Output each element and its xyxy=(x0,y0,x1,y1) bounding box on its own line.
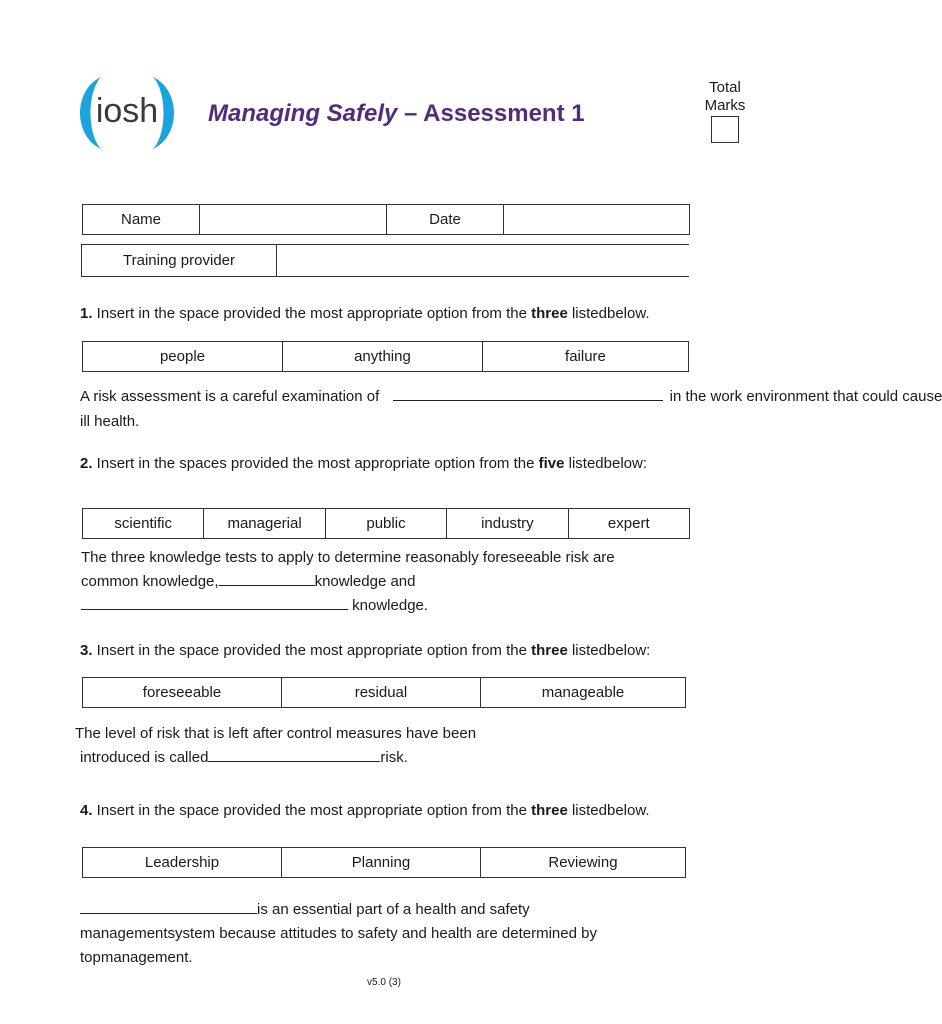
date-field[interactable] xyxy=(504,205,690,235)
option-cell: scientific xyxy=(83,509,204,539)
question-2-line2-end: knowledge and xyxy=(314,573,416,590)
iosh-logo xyxy=(79,72,175,154)
question-4-options xyxy=(82,847,686,878)
question-3-number: 3. xyxy=(80,642,93,659)
question-4-bold: three xyxy=(531,802,568,819)
question-2-line3-end: knowledge. xyxy=(348,597,429,614)
question-1-instruction xyxy=(80,305,650,322)
question-3-line2-start: introduced is called xyxy=(80,749,209,766)
question-2-instruction xyxy=(80,455,647,472)
training-provider-field[interactable] xyxy=(277,245,690,277)
date-label: Date xyxy=(387,205,504,235)
question-1-text: Insert in the space provided the most appropriate option from the xyxy=(92,305,532,322)
option-cell: foreseeable xyxy=(83,678,282,708)
question-2-options xyxy=(82,508,690,539)
question-4-line1 xyxy=(80,898,530,922)
option-cell: managerial xyxy=(204,509,325,539)
total-marks-box[interactable] xyxy=(711,116,739,143)
question-4-answer-blank[interactable] xyxy=(80,912,257,914)
question-2-text: Insert in the spaces provided the most appropriate option from the xyxy=(92,455,539,472)
question-2-bold: five xyxy=(538,455,565,472)
option-cell: manageable xyxy=(480,678,685,708)
question-1-sentence-start: A risk assessment is a careful examination of xyxy=(80,388,380,405)
question-3-options xyxy=(82,677,686,708)
option-cell: public xyxy=(325,509,446,539)
option-cell: people xyxy=(83,342,283,372)
iosh-logo-graphic xyxy=(79,72,175,154)
question-4-line1-end: is an essential part of a health and safety xyxy=(257,901,530,918)
question-2-line3 xyxy=(81,594,428,618)
question-3-text: Insert in the space provided the most appropriate option from the xyxy=(92,642,532,659)
option-cell: Leadership xyxy=(83,848,282,878)
question-2-line2 xyxy=(81,570,416,594)
option-cell: industry xyxy=(447,509,568,539)
question-3-line2 xyxy=(80,746,408,770)
question-3-text-end: listedbelow: xyxy=(567,642,651,659)
name-date-table xyxy=(82,204,690,235)
title-rest: – Assessment 1 xyxy=(397,100,585,127)
question-2-line1: The three knowledge tests to apply to determine reasonably foreseeable risk are xyxy=(81,549,615,566)
page-title xyxy=(208,100,585,128)
question-2-number: 2. xyxy=(80,455,93,472)
training-provider-label: Training provider xyxy=(82,245,277,277)
question-4-line2: managementsystem because attitudes to safety and health are determined by xyxy=(80,925,597,942)
question-1-sentence xyxy=(80,385,942,409)
question-1-bold: three xyxy=(531,305,568,322)
question-4-number: 4. xyxy=(80,802,93,819)
question-1-answer-blank[interactable] xyxy=(393,399,663,401)
name-label: Name xyxy=(83,205,200,235)
question-4-text: Insert in the space provided the most appropriate option from the xyxy=(92,802,532,819)
question-1-sentence-end: in the work environment that could cause xyxy=(669,388,942,405)
question-4-text-end: listedbelow. xyxy=(567,802,650,819)
question-2-answer-blank-1[interactable] xyxy=(219,584,315,586)
title-italic: Managing Safely xyxy=(208,100,398,127)
option-cell: residual xyxy=(281,678,480,708)
version-footer: v5.0 (3) xyxy=(367,977,401,988)
option-cell: expert xyxy=(568,509,689,539)
option-cell: Planning xyxy=(281,848,480,878)
question-3-bold: three xyxy=(531,642,568,659)
question-2-text-end: listedbelow: xyxy=(564,455,648,472)
name-field[interactable] xyxy=(200,205,387,235)
question-2-answer-blank-2[interactable] xyxy=(81,608,348,610)
question-4-line3: topmanagement. xyxy=(80,949,193,966)
question-3-instruction xyxy=(80,642,650,659)
question-1-text-end: listedbelow. xyxy=(567,305,650,322)
total-marks-line1: Total xyxy=(709,79,741,96)
total-marks-line2: Marks xyxy=(704,97,746,114)
option-cell: failure xyxy=(482,342,688,372)
question-1-sentence-line2: ill health. xyxy=(80,413,140,430)
question-4-instruction xyxy=(80,802,650,819)
training-provider-table xyxy=(81,244,689,277)
question-3-answer-blank[interactable] xyxy=(208,760,380,762)
question-2-line2-start: common knowledge, xyxy=(81,573,219,590)
question-3-line2-end: risk. xyxy=(380,749,408,766)
question-3-line1: The level of risk that is left after control measures have been xyxy=(75,725,477,742)
total-marks-label xyxy=(700,79,750,115)
option-cell: Reviewing xyxy=(480,848,685,878)
question-1-options xyxy=(82,341,689,372)
logo-text: iosh xyxy=(95,92,159,130)
option-cell: anything xyxy=(282,342,482,372)
question-1-number: 1. xyxy=(80,305,93,322)
